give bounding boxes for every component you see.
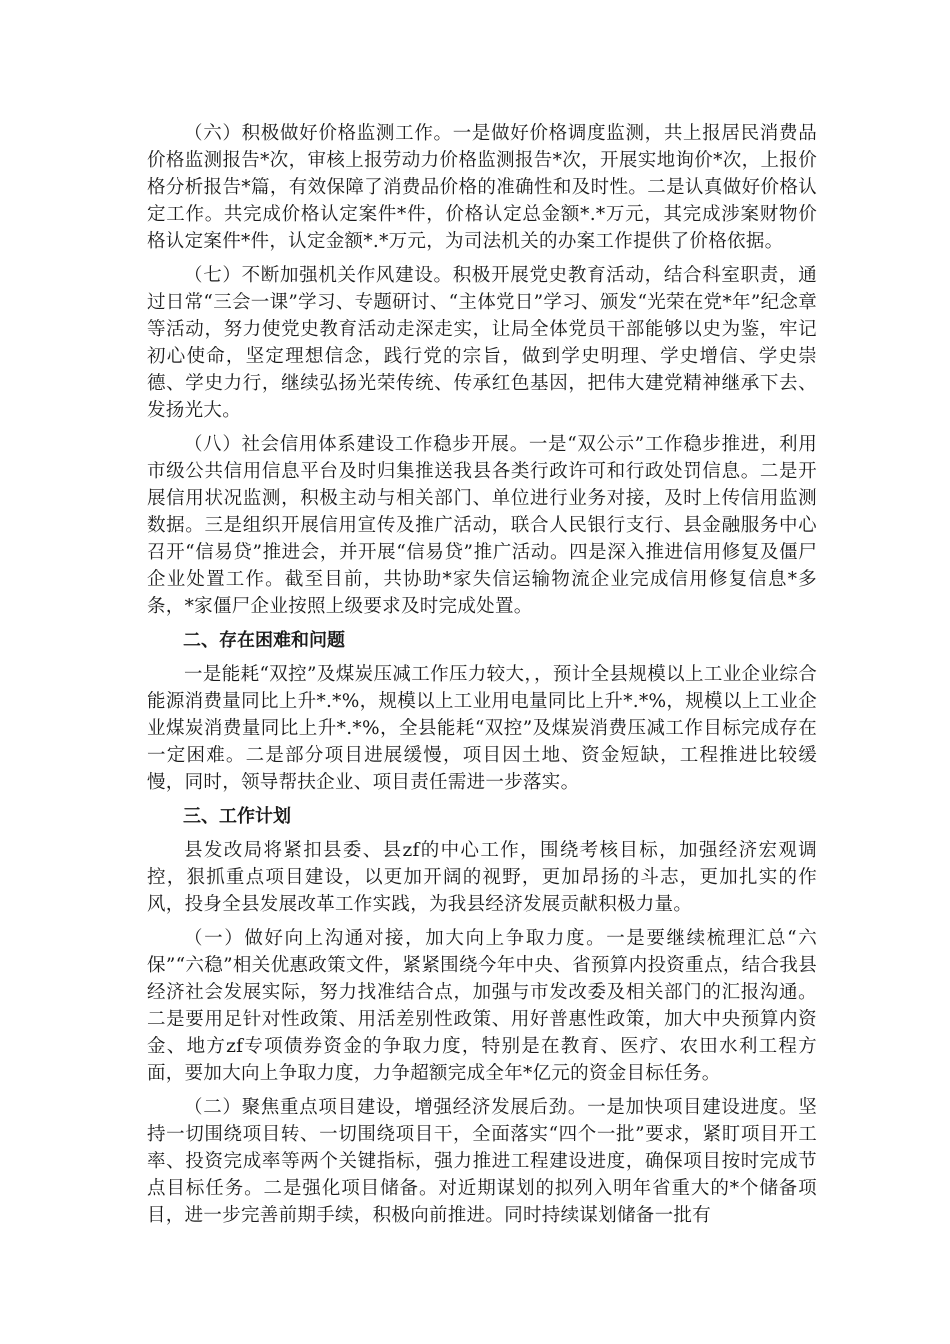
paragraph-credit-system: （八）社会信用体系建设工作稳步开展。一是“双公示”工作稳步推进，利用市级公共信用信息平台及时归集推送我县各类行政许可和行政处罚信息。二是开展信用状况监测，积极主动与相关部门、单位进行业务对接，及时上传信用监测数据。三是组织开展信用宣传及推广活动，联合人民银行支行、县金融服务中心召开“信易贷”推进会，并开展“信易贷”推广活动。四是深入推进信用修复及僵尸企业处置工作。截至目前，共协助*家失信运输物流企业完成信用修复信息*多条，*家僵尸企业按照上级要求及时完成处置。 — [147, 434, 817, 617]
paragraph-key-projects: （二）聚焦重点项目建设，增强经济发展后劲。一是加快项目建设进度。坚持一切围绕项目转、一切围绕项目干，全面落实“四个一批”要求，紧盯项目开工率、投资完成率等两个关键指标，强力推进工程建设进度，确保项目按时完成节点目标任务。二是强化项目储备。对近期谋划的拟列入明年省重大的*个储备项目，进一步完善前期手续，积极向前推进。同时持续谋划储备一批有 — [147, 1097, 817, 1226]
paragraph-difficulties: 一是能耗“双控”及煤炭压减工作压力较大，，预计全县规模以上工业企业综合能源消费量同比上升*.*%，规模以上工业用电量同比上升*.*%，规模以上工业企业煤炭消费量同比上升*.*%，全县能耗“双控”及煤炭消费压减工作目标完成存在一定困难。二是部分项目进展缓慢，项目因土地、资金短缺，工程推进比较缓慢，同时，领导帮扶企业、项目责任需进一步落实。 — [147, 664, 817, 793]
paragraph-upward-communication: （一）做好向上沟通对接，加大向上争取力度。一是要继续梳理汇总“六保”“六稳”相关优惠政策文件，紧紧围绕今年中央、省预算内投资重点，结合我县经济社会发展实际，努力找准结合点，加强与市发改委及相关部门的汇报沟通。二是要用足针对性政策、用活差别性政策、用好普惠性政策，加大中央预算内资金、地方zf专项债券资金的争取力度，特别是在教育、医疗、农田水利工程方面，要加大向上争取力度，力争超额完成全年*亿元的资金目标任务。 — [147, 928, 817, 1084]
paragraph-price-monitoring: （六）积极做好价格监测工作。一是做好价格调度监测，共上报居民消费品价格监测报告*次，审核上报劳动力价格监测报告*次，开展实地询价*次，上报价格分析报告*篇，有效保障了消费品价格的准确性和及时性。二是认真做好价格认定工作。共完成价格认定案件*件，价格认定总金额*.*万元，其完成涉案财物价格认定案件*件，认定金额*.*万元，为司法机关的办案工作提供了价格依据。 — [147, 123, 817, 252]
paragraph-work-plan-intro: 县发改局将紧扣县委、县zf的中心工作，围绕考核目标，加强经济宏观调控，狠抓重点项目建设，以更加开阔的视野，更加昂扬的斗志，更加扎实的作风，投身全县发展改革工作实践，为我县经济发展贡献积极力量。 — [147, 840, 817, 915]
section-heading-work-plan: 三、工作计划 — [183, 806, 291, 827]
section-heading-difficulties: 二、存在困难和问题 — [183, 630, 345, 651]
document-page — [147, 120, 817, 1236]
paragraph-work-style: （七）不断加强机关作风建设。积极开展党史教育活动，结合科室职责，通过日常“三会一课”学习、专题研讨、“主体党日”学习、颁发“光荣在党*年”纪念章等活动，努力使党史教育活动走深走实，让局全体党员干部能够以史为鉴，牢记初心使命，坚定理想信念，践行党的宗旨，做到学史明理、学史增信、学史崇德、学史力行，继续弘扬光荣传统、传承红色基因，把伟大建党精神继承下去、发扬光大。 — [147, 265, 817, 421]
